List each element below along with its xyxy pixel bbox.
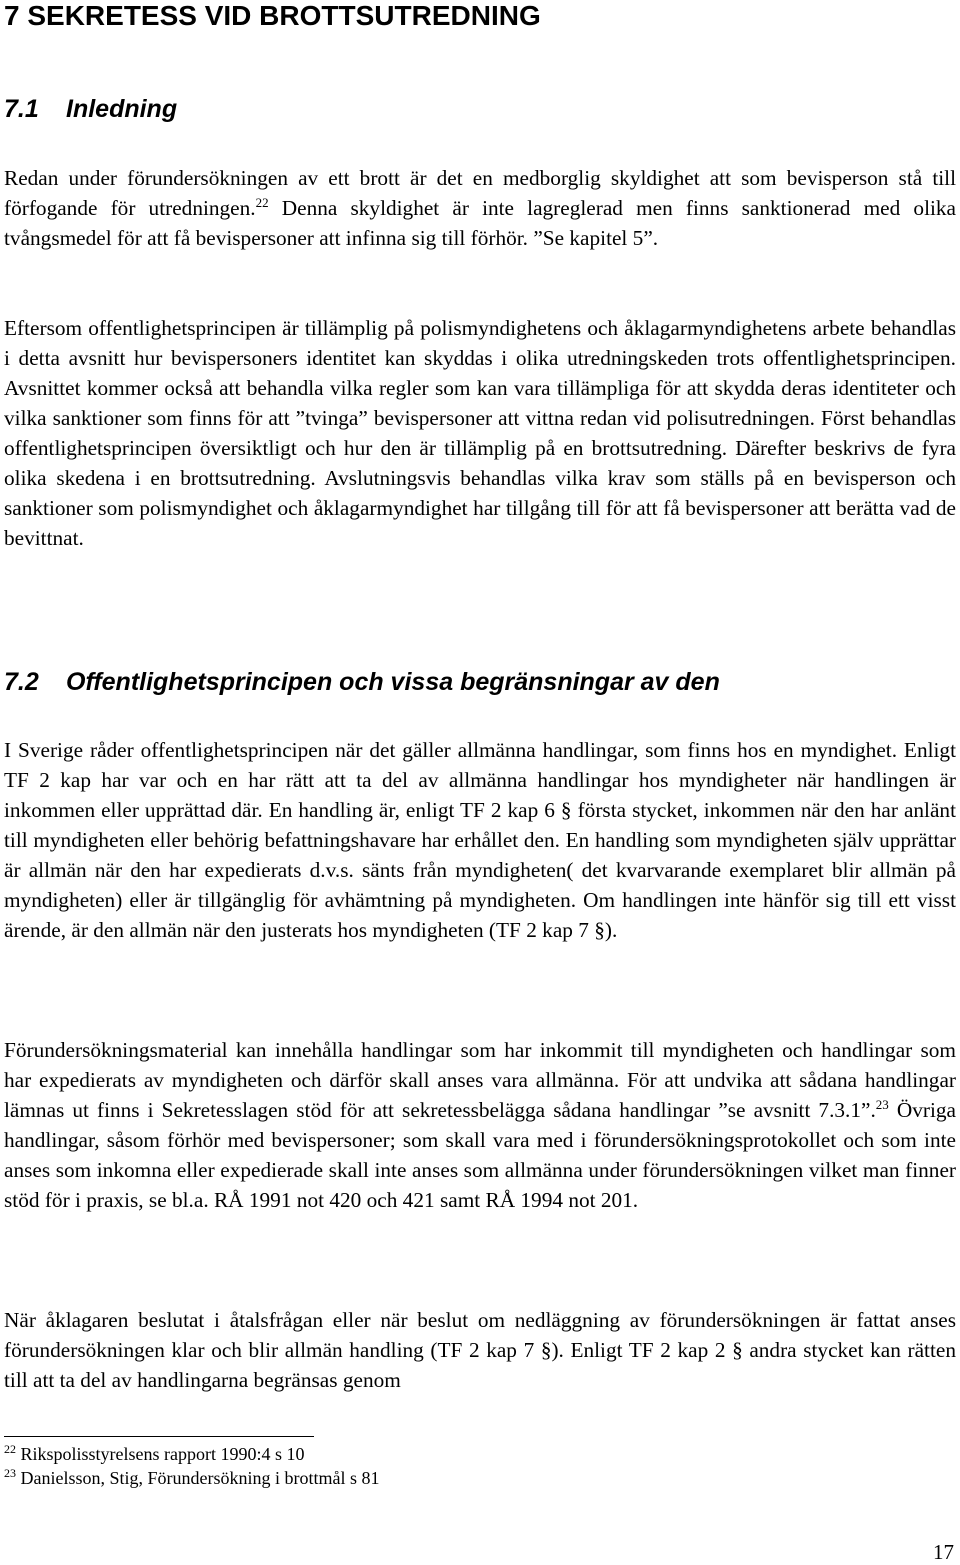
section-number: 7.2 bbox=[4, 668, 39, 696]
paragraph-overview bbox=[4, 313, 956, 553]
paragraph-offentlighetsprincipen bbox=[4, 735, 956, 945]
footnote-23 bbox=[4, 1467, 380, 1489]
paragraph-atalsfragan bbox=[4, 1305, 956, 1395]
chapter-heading: 7 SEKRETESS VID BROTTSUTREDNING bbox=[4, 0, 541, 31]
footnote-number: 22 bbox=[4, 1442, 16, 1456]
paragraph-text: Förundersökningsmaterial kan innehålla handlingar som har inkommit till myndigheten och handlingar som har expedierats av myndigheten och därför skall anses vara allmänna. För att undvika att sådana handlingar lämnas ut finns i Sekretesslagen stöd för att sekretessbelägga sådana handlingar ”se avsnitt 7.3.1”. bbox=[4, 1038, 956, 1122]
paragraph-text: Övriga handlingar, såsom förhör med bevispersoner; som skall vara med i förundersökningsprotokollet och som inte anses som inkomna eller expedierade skall inte anses som allmänna under förundersökningen vilket man finner stöd för i praxis, se bl.a. RÅ 1991 not 420 och 421 samt RÅ 1994 not 201. bbox=[4, 1098, 956, 1212]
paragraph-text: När åklagaren beslutat i åtalsfrågan eller när beslut om nedläggning av förundersökningen är fattat anses förundersökningen klar och blir allmän handling (TF 2 kap 7 §). Enligt TF 2 kap 2 § andra stycket kan rätten till att ta del av handlingarna begränsas genom bbox=[4, 1308, 956, 1392]
section-number: 7.1 bbox=[4, 95, 39, 123]
footnote-ref-22: 22 bbox=[255, 194, 269, 210]
footnote-ref-23: 23 bbox=[875, 1096, 889, 1112]
footnote-text: Danielsson, Stig, Förundersökning i brottmål s 81 bbox=[20, 1468, 380, 1488]
footnote-number: 23 bbox=[4, 1466, 16, 1480]
footnote-22 bbox=[4, 1443, 305, 1465]
paragraph-text: Redan under förundersökningen av ett brott är det en medborglig skyldighet att som bevisperson stå till förfogande för utredningen. bbox=[4, 166, 956, 220]
paragraph-text: Eftersom offentlighetsprincipen är tillämplig på polismyndighetens och åklagarmyndighetens arbete behandlas i detta avsnitt hur bevispersoners identitet kan skyddas i olika utredningskeden trots offentlighetsprincipen. Avsnittet kommer också att behandla vilka regler som kan vara tillämpliga för att skydda deras identiteter och vilka sanktioner som finns för att ”tvinga” bevispersoner att vittna redan vid polisutredningen. Först behandlas offentlighetsprincipen översiktligt och hur den är tillämplig på en brottsutredning. Därefter beskrivs de fyra olika skedena i en brottsutredning. Avslutningsvis behandlas vilka krav som ställs på en bevisperson och sanktioner som polismyndighet och åklagarmyndighet har tillgång till för att få bevispersoner att berätta vad de bevittnat. bbox=[4, 316, 956, 550]
footnote-text: Rikspolisstyrelsens rapport 1990:4 s 10 bbox=[20, 1444, 305, 1464]
section-heading-7-1 bbox=[4, 94, 177, 124]
page-number: 17 bbox=[933, 1540, 954, 1564]
paragraph-text: I Sverige råder offentlighetsprincipen när det gäller allmänna handlingar, som finns hos en myndighet. Enligt TF 2 kap har var och en har rätt att ta del av allmänna handlingar hos myndigheter när handlingen är inkommen eller upprättad där. En handling är, enligt TF 2 kap 6 § första stycket, inkommen när den har anlänt till myndigheten eller behörig befattningshavare har erhållet den. En handling som myndigheten själv upprättar är allmän när den har expedierats d.v.s. sänts från myndigheten( det kvarvarande exemplaret blir allmän på myndigheten) eller är tillgänglig för avhämtning på myndigheten. Om handlingen inte hänför sig till ett visst ärende, är den allmän när den justerats hos myndigheten (TF 2 kap 7 §). bbox=[4, 738, 956, 942]
section-heading-7-2 bbox=[4, 667, 720, 697]
section-title: Inledning bbox=[66, 95, 178, 123]
section-title: Offentlighetsprincipen och vissa begränsningar av den bbox=[66, 668, 720, 696]
footnote-divider bbox=[4, 1436, 314, 1437]
paragraph-intro bbox=[4, 163, 956, 253]
paragraph-text: Denna skyldighet är inte lagreglerad men finns sanktionerad med olika tvångsmedel för att få bevispersoner att infinna sig till förhör. ”Se kapitel 5”. bbox=[4, 196, 956, 250]
paragraph-forundersokningsmaterial bbox=[4, 1035, 956, 1215]
